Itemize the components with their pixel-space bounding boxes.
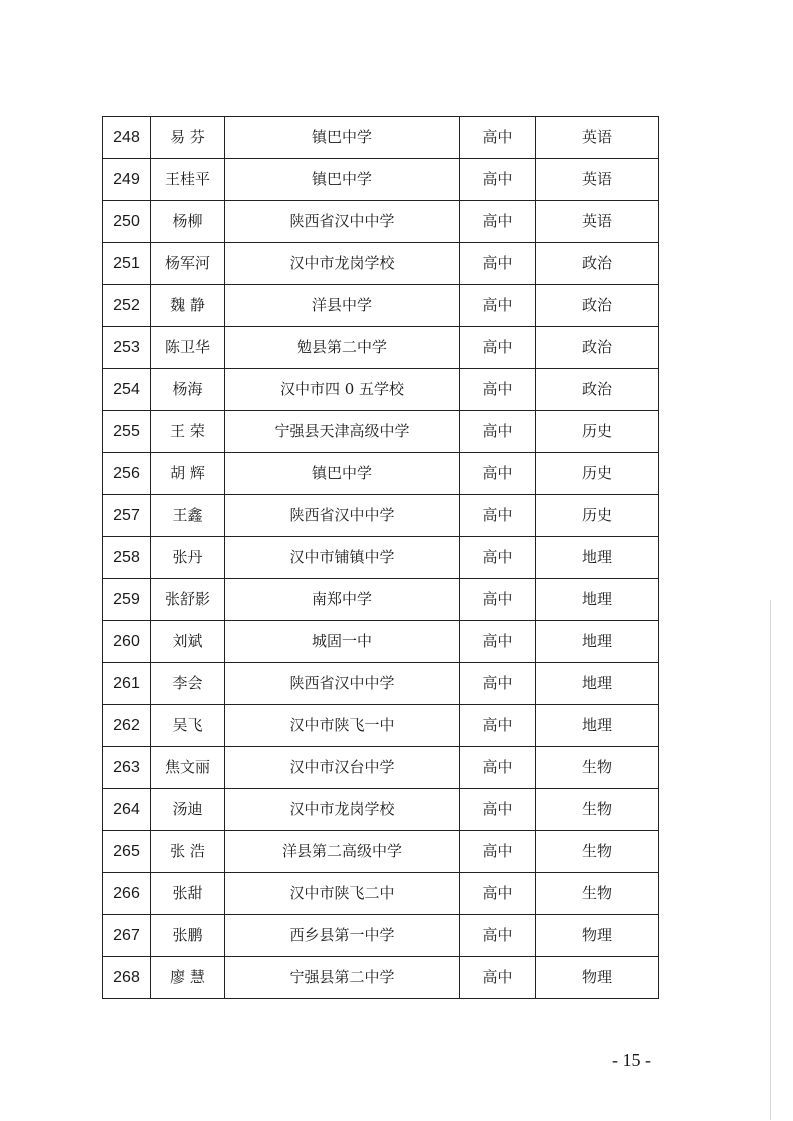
row-number-cell: 250 [103, 201, 151, 243]
table-row [103, 159, 659, 201]
school-level-cell: 高中 [460, 957, 536, 999]
school-name-cell: 勉县第二中学 [225, 327, 460, 369]
school-level-cell: 高中 [460, 789, 536, 831]
school-level-cell: 高中 [460, 915, 536, 957]
school-level-cell: 高中 [460, 621, 536, 663]
subject-cell: 英语 [536, 159, 659, 201]
table-row [103, 243, 659, 285]
school-level-cell: 高中 [460, 537, 536, 579]
school-level-cell: 高中 [460, 285, 536, 327]
row-number-cell: 265 [103, 831, 151, 873]
scan-edge-line [770, 600, 771, 1120]
table-row [103, 957, 659, 999]
row-number-cell: 267 [103, 915, 151, 957]
row-number-cell: 264 [103, 789, 151, 831]
table-row [103, 453, 659, 495]
school-level-cell: 高中 [460, 159, 536, 201]
table-row [103, 369, 659, 411]
row-number-cell: 257 [103, 495, 151, 537]
person-name-cell: 张鹏 [151, 915, 225, 957]
school-name-cell: 镇巴中学 [225, 453, 460, 495]
table-row [103, 579, 659, 621]
subject-cell: 历史 [536, 411, 659, 453]
table-row [103, 201, 659, 243]
school-name-cell: 镇巴中学 [225, 117, 460, 159]
school-level-cell: 高中 [460, 411, 536, 453]
person-name-cell: 张丹 [151, 537, 225, 579]
school-level-cell: 高中 [460, 495, 536, 537]
subject-cell: 政治 [536, 327, 659, 369]
person-name-cell: 张甜 [151, 873, 225, 915]
person-name-cell: 廖 慧 [151, 957, 225, 999]
subject-cell: 生物 [536, 831, 659, 873]
school-level-cell: 高中 [460, 327, 536, 369]
subject-cell: 政治 [536, 285, 659, 327]
school-level-cell: 高中 [460, 705, 536, 747]
person-name-cell: 李会 [151, 663, 225, 705]
table-row [103, 663, 659, 705]
row-number-cell: 261 [103, 663, 151, 705]
person-name-cell: 胡 辉 [151, 453, 225, 495]
person-name-cell: 杨军河 [151, 243, 225, 285]
row-number-cell: 248 [103, 117, 151, 159]
row-number-cell: 249 [103, 159, 151, 201]
school-name-cell: 宁强县天津高级中学 [225, 411, 460, 453]
subject-cell: 地理 [536, 537, 659, 579]
school-level-cell: 高中 [460, 747, 536, 789]
school-name-cell: 宁强县第二中学 [225, 957, 460, 999]
school-level-cell: 高中 [460, 579, 536, 621]
person-name-cell: 王鑫 [151, 495, 225, 537]
person-name-cell: 张舒影 [151, 579, 225, 621]
table-row [103, 411, 659, 453]
subject-cell: 地理 [536, 621, 659, 663]
school-name-cell: 洋县中学 [225, 285, 460, 327]
table-row [103, 747, 659, 789]
person-name-cell: 易 芬 [151, 117, 225, 159]
person-name-cell: 王 荣 [151, 411, 225, 453]
school-level-cell: 高中 [460, 117, 536, 159]
school-name-cell: 汉中市龙岗学校 [225, 789, 460, 831]
school-name-cell: 南郑中学 [225, 579, 460, 621]
person-name-cell: 魏 静 [151, 285, 225, 327]
school-name-cell: 汉中市陕飞二中 [225, 873, 460, 915]
subject-cell: 政治 [536, 243, 659, 285]
row-number-cell: 252 [103, 285, 151, 327]
row-number-cell: 266 [103, 873, 151, 915]
school-level-cell: 高中 [460, 243, 536, 285]
table-row [103, 285, 659, 327]
person-name-cell: 焦文丽 [151, 747, 225, 789]
subject-cell: 生物 [536, 873, 659, 915]
page-number: - 15 - [612, 1050, 651, 1070]
subject-cell: 历史 [536, 495, 659, 537]
table-row [103, 327, 659, 369]
school-name-cell: 西乡县第一中学 [225, 915, 460, 957]
table-row [103, 873, 659, 915]
subject-cell: 地理 [536, 705, 659, 747]
person-name-cell: 汤迪 [151, 789, 225, 831]
row-number-cell: 253 [103, 327, 151, 369]
row-number-cell: 254 [103, 369, 151, 411]
row-number-cell: 260 [103, 621, 151, 663]
table-row [103, 831, 659, 873]
table-row [103, 789, 659, 831]
table-row [103, 495, 659, 537]
row-number-cell: 268 [103, 957, 151, 999]
school-name-cell: 汉中市四 0 五学校 [225, 369, 460, 411]
subject-cell: 物理 [536, 915, 659, 957]
school-name-cell: 汉中市铺镇中学 [225, 537, 460, 579]
table-row [103, 117, 659, 159]
subject-cell: 地理 [536, 663, 659, 705]
row-number-cell: 256 [103, 453, 151, 495]
row-number-cell: 255 [103, 411, 151, 453]
school-level-cell: 高中 [460, 831, 536, 873]
subject-cell: 政治 [536, 369, 659, 411]
school-name-cell: 镇巴中学 [225, 159, 460, 201]
table-row [103, 705, 659, 747]
row-number-cell: 259 [103, 579, 151, 621]
table-row [103, 621, 659, 663]
school-level-cell: 高中 [460, 663, 536, 705]
school-name-cell: 陕西省汉中中学 [225, 663, 460, 705]
school-level-cell: 高中 [460, 201, 536, 243]
row-number-cell: 258 [103, 537, 151, 579]
person-name-cell: 吴飞 [151, 705, 225, 747]
school-level-cell: 高中 [460, 873, 536, 915]
person-name-cell: 张 浩 [151, 831, 225, 873]
school-name-cell: 汉中市陕飞一中 [225, 705, 460, 747]
person-name-cell: 陈卫华 [151, 327, 225, 369]
person-name-cell: 王桂平 [151, 159, 225, 201]
subject-cell: 英语 [536, 117, 659, 159]
roster-table [102, 116, 659, 999]
subject-cell: 生物 [536, 789, 659, 831]
person-name-cell: 杨海 [151, 369, 225, 411]
school-name-cell: 城固一中 [225, 621, 460, 663]
roster-table-body [103, 117, 659, 999]
row-number-cell: 263 [103, 747, 151, 789]
person-name-cell: 刘斌 [151, 621, 225, 663]
school-level-cell: 高中 [460, 453, 536, 495]
subject-cell: 物理 [536, 957, 659, 999]
subject-cell: 历史 [536, 453, 659, 495]
table-row [103, 537, 659, 579]
school-name-cell: 汉中市汉台中学 [225, 747, 460, 789]
row-number-cell: 251 [103, 243, 151, 285]
table-row [103, 915, 659, 957]
school-name-cell: 汉中市龙岗学校 [225, 243, 460, 285]
row-number-cell: 262 [103, 705, 151, 747]
school-name-cell: 洋县第二高级中学 [225, 831, 460, 873]
subject-cell: 英语 [536, 201, 659, 243]
subject-cell: 地理 [536, 579, 659, 621]
school-level-cell: 高中 [460, 369, 536, 411]
school-name-cell: 陕西省汉中中学 [225, 201, 460, 243]
person-name-cell: 杨柳 [151, 201, 225, 243]
subject-cell: 生物 [536, 747, 659, 789]
school-name-cell: 陕西省汉中中学 [225, 495, 460, 537]
